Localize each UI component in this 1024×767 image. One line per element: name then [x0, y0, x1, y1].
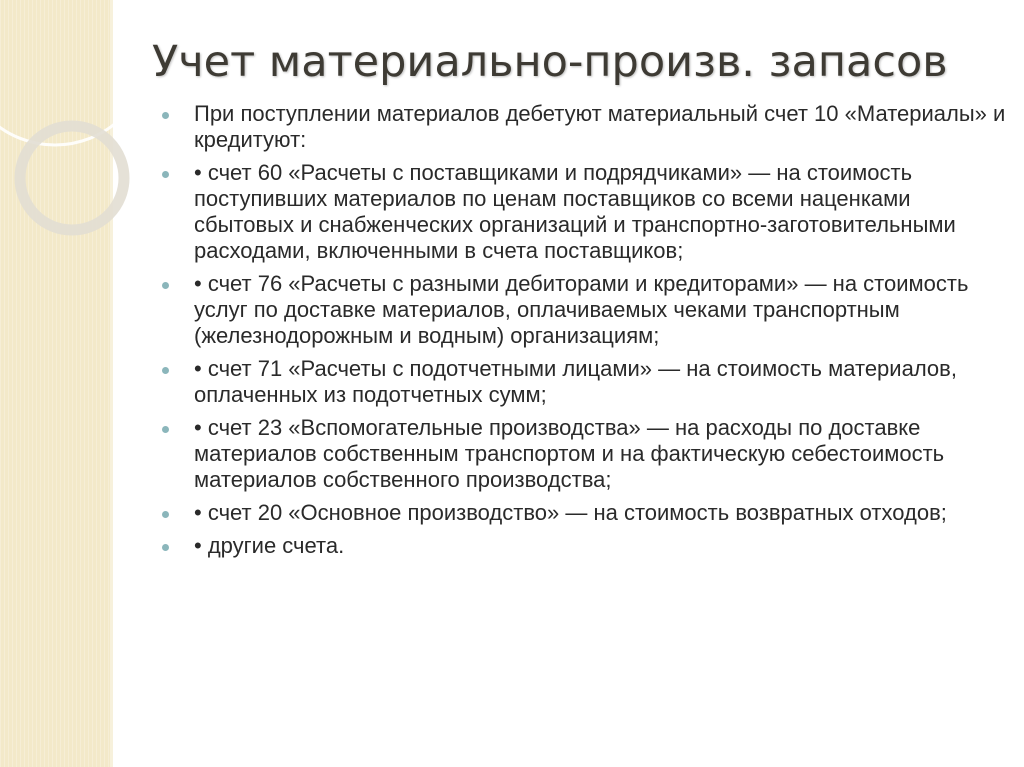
bullet-dot-icon — [162, 112, 169, 119]
slide-title: Учет материально-произв. запасов — [152, 37, 948, 87]
small-ring — [20, 126, 124, 230]
bullet-text: • счет 76 «Расчеты с разными дебиторами и кредиторами» — на стоимость услуг по доставке материалов, оплачиваемых чеками транспортным (железнодорожным и водным) организациям; — [194, 271, 969, 348]
decorative-rings — [0, 0, 160, 280]
bullet-dot-icon — [162, 282, 169, 289]
bullet-text: • счет 23 «Вспомогательные производства» — на расходы по доставке материалов собственным транспортом и на фактическую себестоимость материалов собственного производства; — [194, 415, 945, 492]
bullet-dot-icon — [162, 426, 169, 433]
bullet-item — [160, 160, 1010, 264]
bullet-item — [160, 533, 1010, 559]
bullet-list — [160, 101, 1010, 566]
bullet-dot-icon — [162, 544, 169, 551]
bullet-dot-icon — [162, 367, 169, 374]
bullet-text: • счет 71 «Расчеты с подотчетными лицами» — на стоимость материалов, оплаченных из подотчетных сумм; — [194, 356, 957, 407]
bullet-item — [160, 356, 1010, 408]
bullet-dot-icon — [162, 171, 169, 178]
bullet-dot-icon — [162, 511, 169, 518]
bullet-item — [160, 271, 1010, 349]
bullet-item — [160, 500, 1010, 526]
bullet-text: • счет 20 «Основное производство» — на стоимость возвратных отходов; — [194, 500, 947, 525]
bullet-item — [160, 101, 1010, 153]
bullet-text: • другие счета. — [194, 533, 345, 558]
bullet-text: • счет 60 «Расчеты с поставщиками и подрядчиками» — на стоимость поступивших материалов по ценам поставщиков со всеми наценками сбытовых и снабженческих организаций и транспортно-заготовительными расходами, включенными в счета поставщиков; — [194, 160, 956, 263]
bullet-item — [160, 415, 1010, 493]
bullet-text: При поступлении материалов дебетуют материальный счет 10 «Материалы» и кредитуют: — [194, 101, 1006, 152]
